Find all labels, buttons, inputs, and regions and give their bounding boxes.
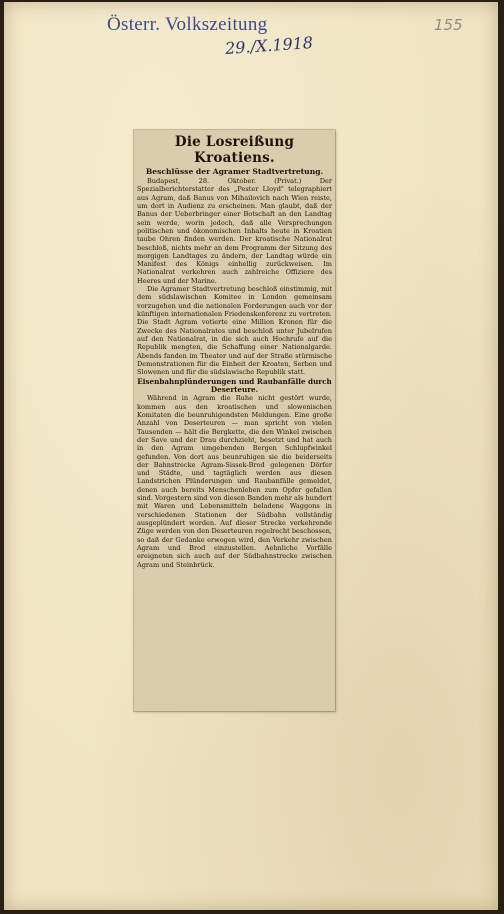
article-subheadline: Beschlüsse der Agramer Stadtvertretung. bbox=[145, 167, 324, 176]
paragraph-1: Budapest, 28. Oktober. (Privat.) Der Spezialberichterstatter des „Pester Lloyd" telegraphiert aus Agram, daß Banus von Mihailovich nach Wien reiste, um dort in Audienz zu erscheinen. Man glaubt, daß der Banus der Ueberbringer einer Botschaft an den Landtag sein werde, worin jedoch, daß alle Versprechungen politischen und ökonomischen Inhalts heute in Kroatien taube Ohren finden werden. Der kroatische Nationalrat beschloß, nichts mehr an dem Programm der Sitzung des morgigen Landtages zu ändern, der Landtag würde ein Manifest des Königs einhellig zurückweisen. Im Nationalrat verkehren auch zahlreiche Offiziere des Heeres und der Marine. bbox=[137, 177, 332, 285]
article-body bbox=[137, 177, 332, 377]
article-body-2 bbox=[137, 394, 332, 569]
paragraph-3: Während in Agram die Ruhe nicht gestört wurde, kommen aus den kroatischen und slowenischen Komitaten die beunruhigendsten Meldungen. Eine große Anzahl von Deserteuren — man spricht von vielen Tausenden — hält die Bergkette, die den Winkel zwischen der Save und der Drau durchzieht, besetzt und hat auch in den Agram umgebenden Bergen Schlupfwinkel gefunden. Von dort aus beunruhigen sie die beiderseits der Bahnstrecke Agram-Sissek-Brod gelegenen Dörfer und Städte, und tagtäglich werden aus diesen Landstrichen Plünderungen und Raubanfälle gemeldet, denen auch bereits Menschenleben zum Opfer gefallen sind. Vorgestern sind von diesen Banden mehr als hundert mit Waren und Lebensmitteln beladene Waggons in verschiedenen Stationen der Südbahn vollständig ausgeplündert worden. Auf dieser Strecke verkehrende Züge werden von den Deserteuren regelrecht beschossen, so daß der Gedanke erwogen wird, den Verkehr zwischen Agram und Brod einzustellen. Aehnliche Vorfälle ereigneten sich auch auf der Südbahnstrecke zwischen Agram und Steinbrück. bbox=[137, 394, 332, 569]
archive-sheet bbox=[4, 2, 498, 910]
paragraph-2: Die Agramer Stadtvertretung beschloß einstimmig, mit dem südslawischen Komitee in London gemeinsam vorzugehen und die nationalen Forderungen auch vor der künftigen internationalen Friedenskonferenz zu vertreten. Die Stadt Agram votierte eine Million Kronen für die Zwecke des Nationalrates und beschloß unter Jubelrufen auf den Nationalrat, in die sich auch Hochrufe auf die Republik mengten, die Schaffung einer Nationalgarde. Abends fanden im Theater und auf der Straße stürmische Demonstrationen für die Einheit der Kroaten, Serben und Slowenen und für die südslawische Republik statt. bbox=[137, 285, 332, 377]
newspaper-clipping bbox=[134, 130, 335, 711]
article-headline: Die Losreißung Kroatiens. bbox=[174, 134, 295, 166]
page-number: 155 bbox=[434, 16, 463, 34]
handwritten-date: 29./X.1918 bbox=[224, 32, 314, 59]
source-stamp: Österr. Volkszeitung bbox=[107, 14, 268, 35]
section-subhead: Eisenbahnplünderungen und Raubanfälle durch Deserteure. bbox=[137, 376, 332, 394]
